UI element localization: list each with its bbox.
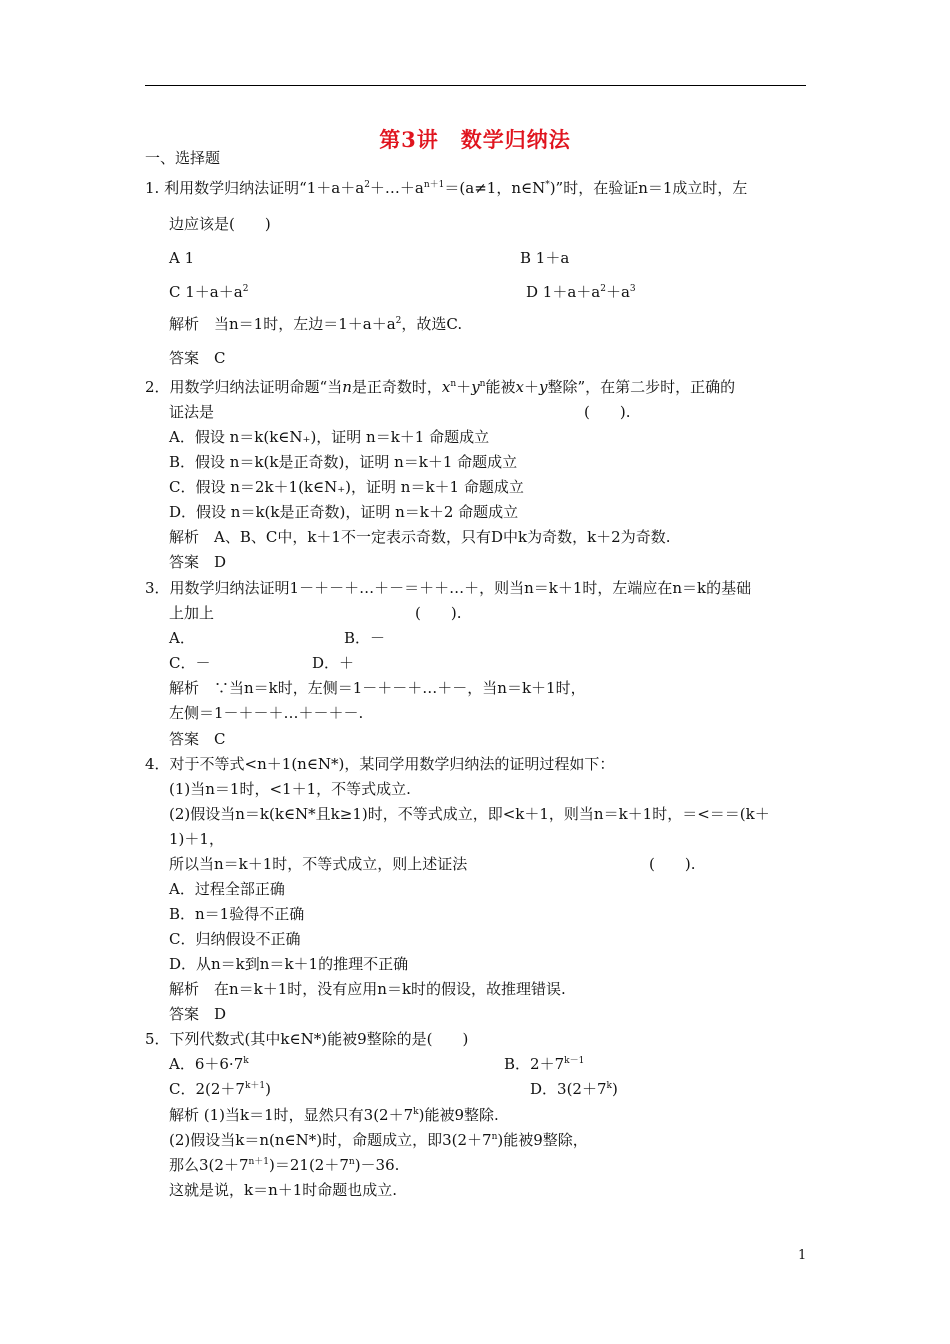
q4-answer-paren: ( ). bbox=[649, 855, 696, 873]
q4-answer: 答案 D bbox=[169, 1005, 227, 1023]
q2-stem-line2: 证法是 bbox=[169, 403, 215, 421]
q5-option-a: A．$6+6\cdot 7^k$ bbox=[169, 1055, 249, 1073]
q5-analysis-line2: (2)假设当k＝n(n∈N*)时，命题成立，即$3(2+7^n)$能被9整除， bbox=[169, 1131, 588, 1149]
q2-option-d: D．假设 n＝k(k是正奇数)，证明 n＝k＋2 命题成立 bbox=[169, 503, 519, 521]
q2-answer: 答案 D bbox=[169, 553, 227, 571]
q5-stem: 5．下列代数式(其中k∈N*)能被9整除的是( ) bbox=[145, 1030, 469, 1048]
q2-analysis: 解析 A、B、C中，k＋1不一定表示奇数，只有D中k为奇数，k＋2为奇数. bbox=[169, 528, 671, 546]
q3-analysis-line1: 解析 ∵当n＝k时，左侧＝1－＋－＋…＋－，当n＝k＋1时， bbox=[169, 679, 586, 697]
q2-option-c: C．假设 n＝2k＋1(k∈N₊)，证明 n＝k＋1 命题成立 bbox=[169, 478, 524, 496]
q3-option-c: C．－ bbox=[169, 654, 211, 672]
q1-option-c: C $1+a+a^2$ bbox=[169, 283, 249, 301]
q5-option-d: D．$3(2+7^k)$ bbox=[530, 1080, 618, 1098]
q4-option-c: C．归纳假设不正确 bbox=[169, 930, 301, 948]
q4-analysis: 解析 在n＝k＋1时，没有应用n＝k时的假设，故推理错误. bbox=[169, 980, 566, 998]
header-rule bbox=[145, 85, 806, 86]
section-heading: 一、选择题 bbox=[145, 149, 221, 167]
q4-step1: (1)当n＝1时，<1＋1，不等式成立. bbox=[169, 780, 411, 798]
q4-step3: 所以当n＝k＋1时，不等式成立，则上述证法 bbox=[169, 855, 468, 873]
q1-analysis: 解析 当n＝1时，左边$=1+a+a^2$，故选C. bbox=[169, 315, 463, 333]
q3-answer-paren: ( ). bbox=[415, 604, 462, 622]
q1-stem-line1: 1. 利用数学归纳法证明“$1+a+a^2+\dots+a^{n+1}=(a\ne 1$，n∈N*)”时，在验证n＝1成立时，左 bbox=[145, 179, 748, 197]
q4-option-d: D．从n＝k到n＝k＋1的推理不正确 bbox=[169, 955, 409, 973]
q5-analysis-line1: 解析 (1)当k＝1时，显然只有$3(2+7^k)$能被9整除. bbox=[169, 1106, 499, 1124]
q2-stem-line1: 2．用数学归纳法证明命题“当n是正奇数时，$x^n+y^n$能被x＋y整除”，在第二步时，正确的 bbox=[145, 378, 736, 396]
q5-option-c: C．$2(2+7^{k+1})$ bbox=[169, 1080, 272, 1098]
q4-stem: 4．对于不等式<n＋1(n∈N*)，某同学用数学归纳法的证明过程如下： bbox=[145, 755, 615, 773]
q4-step2-line1: (2)假设当n＝k(k∈N*且k≥1)时，不等式成立，即<k＋1，则当n＝k＋1时，＝<＝＝(k＋ bbox=[169, 805, 770, 823]
q5-option-b: B．$2+7^{k-1}$ bbox=[504, 1055, 585, 1073]
page-number: 1 bbox=[798, 1248, 807, 1263]
q2-answer-paren: ( ). bbox=[584, 403, 631, 421]
q5-analysis-line3: 那么$3(2+7^{n+1})=21(2+7^n)-36$. bbox=[169, 1156, 400, 1174]
q2-option-b: B．假设 n＝k(k是正奇数)，证明 n＝k＋1 命题成立 bbox=[169, 453, 518, 471]
q3-analysis-line2: 左侧＝1－＋－＋…＋－＋－. bbox=[169, 704, 364, 722]
q1-stem-line2: 边应该是( ) bbox=[169, 215, 271, 233]
q1-option-b: B 1＋a bbox=[520, 249, 570, 267]
q3-option-d: D．＋ bbox=[312, 654, 355, 672]
q4-option-b: B．n＝1验得不正确 bbox=[169, 905, 305, 923]
page-title: 第3讲 数学归纳法 bbox=[379, 127, 571, 152]
q1-answer: 答案 C bbox=[169, 349, 226, 367]
q3-option-a: A． bbox=[169, 629, 195, 647]
q4-step2-line2: 1)＋1， bbox=[169, 830, 224, 848]
q3-answer: 答案 C bbox=[169, 730, 226, 748]
q2-option-a: A．假设 n＝k(k∈N₊)，证明 n＝k＋1 命题成立 bbox=[169, 428, 490, 446]
q1-option-d: D $1+a+a^2+a^3$ bbox=[526, 283, 636, 301]
q5-analysis-line4: 这就是说，k＝n＋1时命题也成立. bbox=[169, 1181, 398, 1199]
q4-option-a: A．过程全部正确 bbox=[169, 880, 285, 898]
q3-option-b: B．－ bbox=[344, 629, 386, 647]
q3-stem-line2: 上加上 bbox=[169, 604, 215, 622]
q3-stem-line1: 3．用数学归纳法证明1－＋－＋…＋－＝＋＋…＋，则当n＝k＋1时，左端应在n＝k的基础 bbox=[145, 579, 752, 597]
q1-option-a: A 1 bbox=[169, 249, 195, 267]
